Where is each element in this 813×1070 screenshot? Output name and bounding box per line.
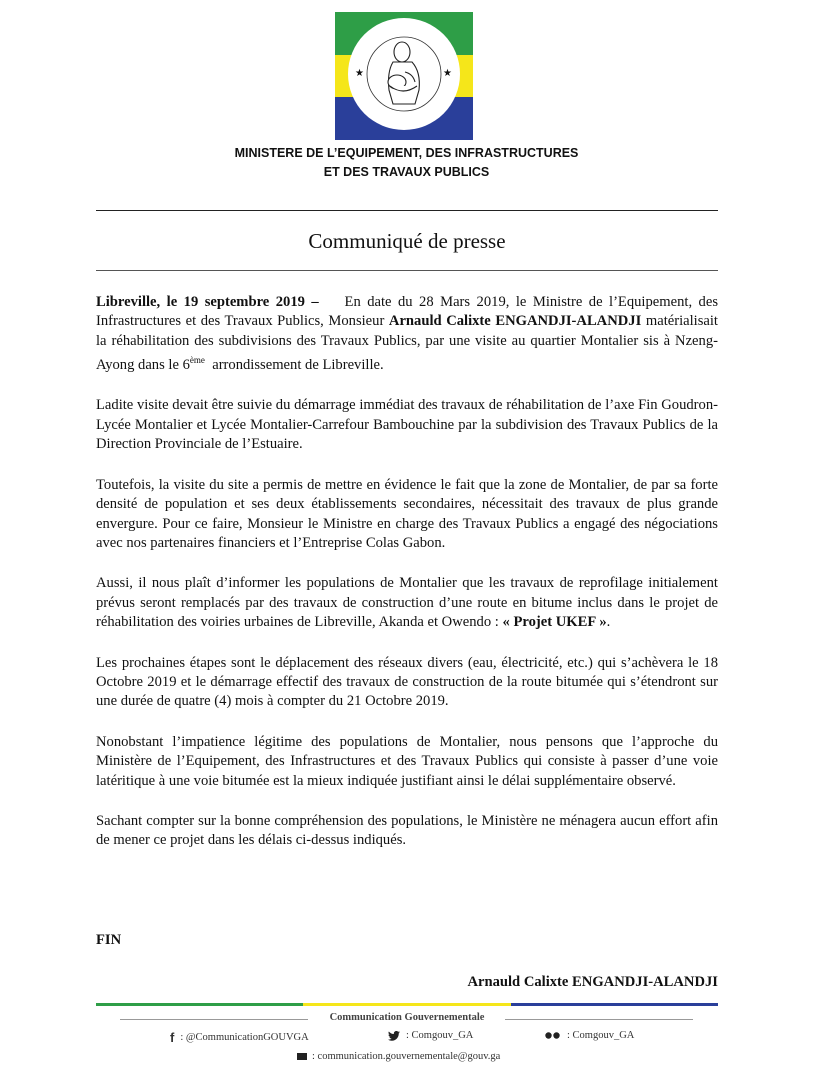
svg-text:★: ★ [355,68,364,79]
paragraph-7: Sachant compter sur la bonne compréhension des populations, le Ministère ne ménagera aucun effort afin de mener ce projet dans les délais ci-dessus indiqués. [96,812,718,849]
facebook-icon: f [170,1030,175,1045]
paragraph-1-text-c: arrondissement de Libreville. [212,357,384,374]
paragraph-1 [96,293,718,375]
facebook-contact[interactable] [170,1030,309,1045]
paragraph-4-end: . [606,614,611,631]
paragraph-2: Ladite visite devait être suivie du démarrage immédiat des travaux de réhabilitation de l’axe Fin Goudron-Lycée Montalier et Lycée Montalier-Carrefour Bambouchine par la subdivision des Travaux Publics de la Direction Provinciale de l’Estuaire. [96,397,718,453]
header-divider-top [96,210,718,211]
paragraph-5: Les prochaines étapes sont le déplacement des réseaux divers (eau, électricité, etc.) qui s’achèvera le 18 Octobre 2019 et le démarrage effectif des travaux de construction de la route bitumée qui s’étendront sur une durée de quatre (4) mois à compter du 21 Octobre 2019. [96,654,718,710]
email-contact[interactable] [297,1051,500,1062]
email-address: : communication.gouvernementale@gouv.ga [312,1051,501,1062]
twitter-handle: : Comgouv_GA [406,1030,474,1041]
header-divider-bottom [96,270,718,271]
ordinal-superscript: ème [189,355,205,366]
document-title: Communiqué de presse [308,229,506,253]
flickr-contact[interactable] [545,1030,634,1041]
press-release-body [96,293,718,872]
flickr-handle: : Comgouv_GA [567,1030,635,1041]
paragraph-6: Nonobstant l’impatience légitime des populations de Montalier, nous pensons que l’approche du Ministère de l’Equipement, des Infrastructures et des Travaux Publics qui consiste à passer d’une voie latéritique à une voie bitumée est la mieux indiquée justifiant ainsi le délai supplémentaire observé. [96,733,718,789]
paragraph-4 [96,574,718,632]
project-name: « Projet UKEF » [502,614,607,631]
minister-name: Arnauld Calixte ENGANDJI-ALANDJI [388,313,642,330]
footer-line-right [505,1019,693,1020]
fin-marker: FIN [96,932,122,948]
ministry-line-1: MINISTERE DE L’EQUIPEMENT, DES INFRASTRUCTURES [234,146,579,160]
paragraph-3: Toutefois, la visite du site a permis de mettre en évidence le fait que la zone de Montalier, de par sa forte densité de population et ses deux établissements secondaires, nécessitait des travaux de plus grande envergure. Pour ce faire, Monsieur le Ministre en charge des Travaux Publics a engagé des négociations avec nos partenaires financiers et l’Entreprise Colas Gabon. [96,476,718,551]
mail-icon [297,1053,307,1060]
flickr-icon [545,1032,561,1039]
facebook-handle: : @CommunicationGOUVGA [180,1032,309,1043]
republique-gabonaise-seal [335,12,473,140]
twitter-icon [388,1031,400,1041]
twitter-contact[interactable] [388,1030,473,1041]
footer-flag-bar [96,1003,718,1006]
date-lead: Libreville, le 19 septembre 2019 – [96,294,319,310]
paragraph-1-text-a: En date du 28 Mars 2019, le Ministre de l’Equipement, des Infrastructures et des Travaux Publics, Monsieur [96,294,719,330]
svg-text:★: ★ [443,68,452,79]
footer-label: Communication Gouvernementale [329,1012,485,1023]
ministry-heading [100,144,713,182]
paragraph-4-text: Aussi, il nous plaît d’informer les populations de Montalier que les travaux de reprofilage initialement prévus seront remplacés par des travaux de construction d’une route en bitume inclus dans le projet de réhabilitation des voiries urbaines de Libreville, Akanda et Owendo : [96,575,718,631]
ministry-line-2: ET DES TRAVAUX PUBLICS [323,165,490,179]
paragraph-1-text-b: matérialisait la réhabilitation des subdivisions des Travaux Publics, par une visite au quartier Montalier sis à Nzeng-Ayong dans le 6 [96,313,718,374]
signature: Arnauld Calixte ENGANDJI-ALANDJI [467,974,718,990]
